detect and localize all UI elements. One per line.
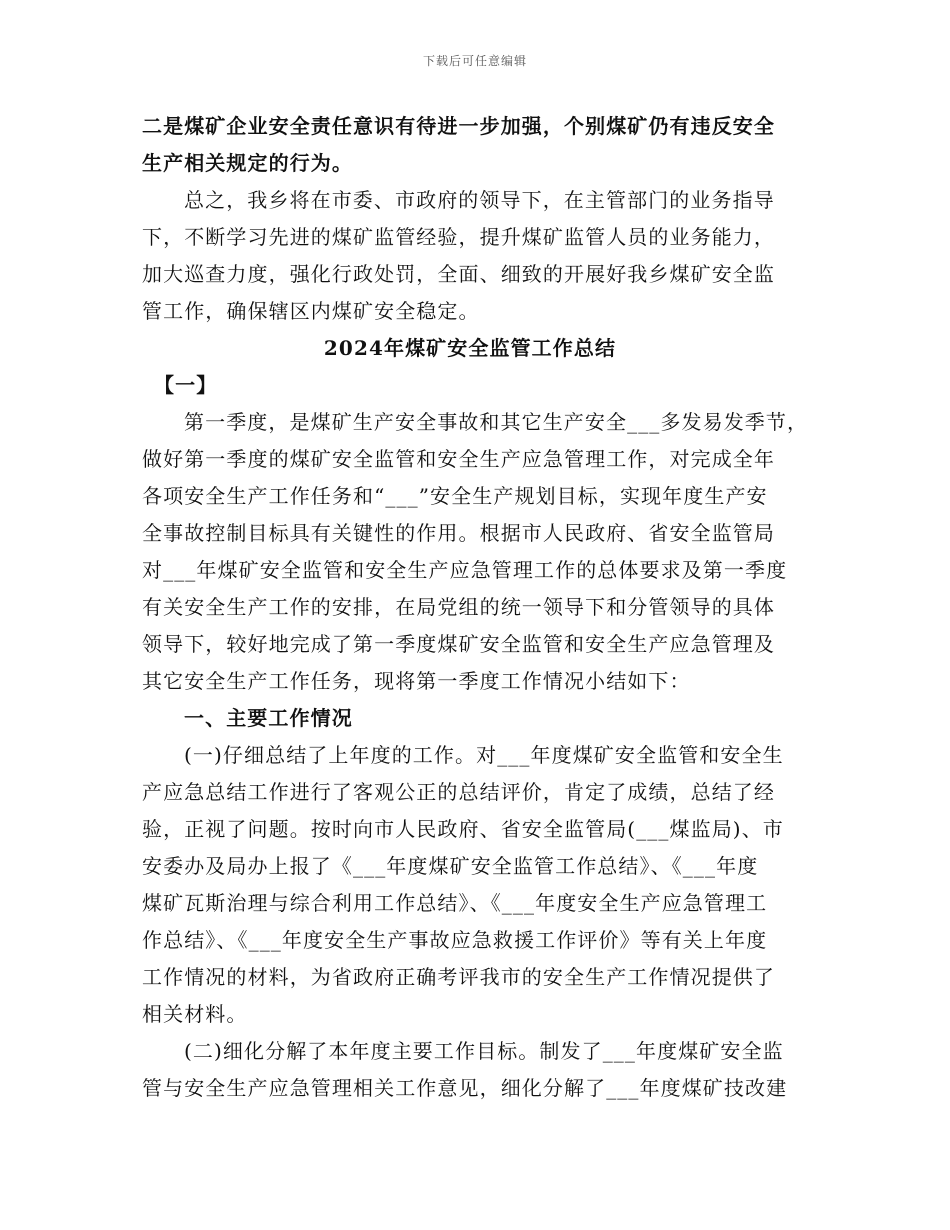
section-marker: 【一】 <box>154 373 218 397</box>
paragraph-line: 做好第一季度的煤矿安全监管和安全生产应急管理工作，对完成全年 <box>142 447 775 471</box>
paragraph-line: 作总结》、《___年度安全生产事故应急救援工作评价》等有关上年度 <box>142 928 768 952</box>
paragraph-line: 验，正视了问题。按时向市人民政府、省安全监管局(___煤监局)、市 <box>142 817 784 841</box>
paragraph-line: 各项安全生产工作任务和“___”安全生产规划目标，实现年度生产安 <box>142 484 768 508</box>
paragraph-line: 有关安全生产工作的安排，在局党组的统一领导下和分管领导的具体 <box>142 595 775 619</box>
paragraph-line: 对___年煤矿安全监管和安全生产应急管理工作的总体要求及第一季度 <box>142 558 788 582</box>
paragraph-line: 下，不断学习先进的煤矿监管经验，提升煤矿监管人员的业务能力， <box>142 225 775 249</box>
paragraph-line: 煤矿瓦斯治理与综合利用工作总结》、《___年度安全生产应急管理工 <box>142 891 768 915</box>
paragraph-line: 加大巡查力度，强化行政处罚，全面、细致的开展好我乡煤矿安全监 <box>142 262 775 286</box>
paragraph-line: 总之，我乡将在市委、市政府的领导下，在主管部门的业务指导 <box>184 188 775 212</box>
paragraph-line: 工作情况的材料，为省政府正确考评我市的安全生产工作情况提供了 <box>142 965 775 989</box>
paragraph-line: 产应急总结工作进行了客观公正的总结评价，肯定了成绩，总结了经 <box>142 780 775 804</box>
paragraph-line: 全事故控制目标具有关键性的作用。根据市人民政府、省安全监管局 <box>142 521 775 545</box>
paragraph-line: 管与安全生产应急管理相关工作意见，细化分解了___年度煤矿技改建 <box>142 1076 788 1100</box>
paragraph-line: 第一季度，是煤矿生产安全事故和其它生产安全___多发易发季节， <box>184 410 809 434</box>
document-title: 2024年煤矿安全监管工作总结 <box>323 336 617 360</box>
paragraph-line: 领导下，较好地完成了第一季度煤矿安全监管和安全生产应急管理及 <box>142 632 775 656</box>
paragraph-line: 管工作，确保辖区内煤矿安全稳定。 <box>142 299 480 323</box>
paragraph-line: 其它安全生产工作任务，现将第一季度工作情况小结如下： <box>142 669 691 693</box>
page-header: 下载后可任意编辑 <box>422 54 527 68</box>
document-body <box>142 108 822 1107</box>
paragraph-line: (一)仔细总结了上年度的工作。对___年度煤矿安全监管和安全生 <box>184 743 784 767</box>
paragraph-line: 相关材料。 <box>142 1002 248 1026</box>
paragraph-line: 生产相关规定的行为。 <box>142 151 353 175</box>
paragraph-line: 安委办及局办上报了《___年度煤矿安全监管工作总结》、《___年度 <box>142 854 759 878</box>
paragraph-line: 二是煤矿企业安全责任意识有待进一步加强，个别煤矿仍有违反安全 <box>142 114 775 138</box>
section-heading: 一、主要工作情况 <box>184 706 353 730</box>
paragraph-line: (二)细化分解了本年度主要工作目标。制发了___年度煤矿安全监 <box>184 1039 784 1063</box>
